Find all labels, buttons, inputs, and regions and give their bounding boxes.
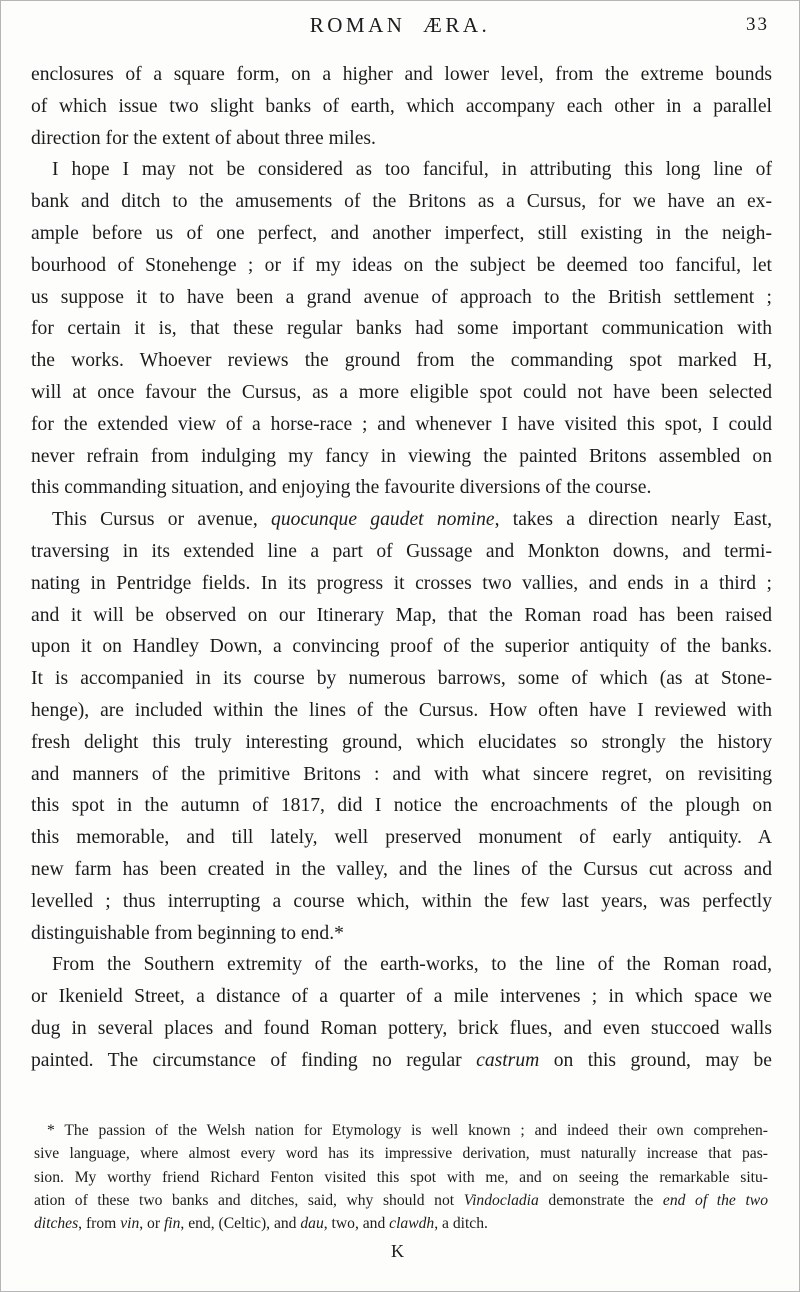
text-line: henge), are included within the lines of the Cursus. How often have I reviewed with [31,699,772,721]
text-line: It is accompanied in its course by numerous barrows, some of which (as at Stone- [31,668,772,690]
text-line: nating in Pentridge fields. In its progress it crosses two vallies, and ends in a third ; [31,572,772,594]
text-line: bank and ditch to the amusements of the Britons as a Cursus, for we have an ex- [31,191,772,213]
footnote-line: sion. My worthy friend Richard Fenton visited this spot with me, and on seeing the remarkable situ- [34,1168,768,1186]
text-line: direction for the extent of about three miles. [31,127,376,149]
footnote [34,1119,768,1235]
paragraph [31,59,772,154]
text-line: From the Southern extremity of the earth-works, to the line of the Roman road, [52,954,772,976]
text-line: ample before us of one perfect, and another imperfect, still existing in the neigh- [31,222,772,244]
text-line: of which issue two slight banks of earth, which accompany each other in a parallel [31,95,772,117]
signature-mark: K [391,1241,405,1261]
text-line: and it will be observed on our Itinerary Map, that the Roman road has been raised [31,604,772,626]
body-text [31,59,772,1077]
text-line: never refrain from indulging my fancy in viewing the painted Britons assembled on [31,445,772,467]
text-line: traversing in its extended line a part of Gussage and Monkton downs, and termi- [31,540,772,562]
text-line: the works. Whoever reviews the ground from the commanding spot marked H, [31,350,772,372]
text-line: this spot in the autumn of 1817, did I notice the encroachments of the plough on [31,795,772,817]
text-line: for the extended view of a horse-race ; and whenever I have visited this spot, I could [31,413,772,435]
running-header-title: ROMAN ÆRA. [309,13,491,37]
text-line: new farm has been created in the valley, and the lines of the Cursus cut across and [31,858,772,880]
footnote-line: ditches, from vin, or fin, end, (Celtic), and dau, two, and clawdh, a ditch. [34,1215,488,1233]
text-line: or Ikenield Street, a distance of a quarter of a mile intervenes ; in which space we [31,986,772,1008]
text-line: levelled ; thus interrupting a course which, within the few last years, was perfectly [31,890,772,912]
text-line: us suppose it to have been a grand avenue of approach to the British settlement ; [31,286,772,308]
text-line: upon it on Handley Down, a convincing proof of the superior antiquity of the banks. [31,636,772,658]
text-line: for certain it is, that these regular banks had some important communication with [31,318,772,340]
text-line: painted. The circumstance of finding no regular castrum on this ground, may be [31,1049,773,1071]
text-line: this commanding situation, and enjoying the favourite diversions of the course. [31,477,652,499]
footnote-line: sive language, where almost every word has its impressive derivation, must naturally increase that pas- [34,1145,768,1163]
paragraph [31,504,772,949]
footnote-line: * The passion of the Welsh nation for Etymology is well known ; and indeed their own comprehen- [47,1122,768,1139]
text-line: dug in several places and found Roman pottery, brick flues, and even stuccoed walls [31,1017,772,1039]
text-line: I hope I may not be considered as too fanciful, in attributing this long line of [52,159,772,181]
text-line: distinguishable from beginning to end.* [31,922,344,944]
text-line: this memorable, and till lately, well preserved monument of early antiquity. A [31,827,772,849]
paragraph [31,154,772,504]
text-line: will at once favour the Cursus, as a more eligible spot could not have been selected [31,381,772,403]
text-line: enclosures of a square form, on a higher and lower level, from the extreme bounds [31,64,772,85]
footnote-line: ation of these two banks and ditches, said, why should not Vindocladia demonstrate the end of the two [34,1191,768,1209]
paragraph [31,949,772,1076]
text-line: fresh delight this truly interesting ground, which elucidates so strongly the history [31,731,772,753]
text-line: and manners of the primitive Britons : and with what sincere regret, on revisiting [31,763,772,785]
text-line: bourhood of Stonehenge ; or if my ideas on the subject be deemed too fanciful, let [31,254,772,276]
page-number: 33 [746,14,769,35]
text-line: This Cursus or avenue, quocunque gaudet nomine, takes a direction nearly East, [52,509,772,531]
